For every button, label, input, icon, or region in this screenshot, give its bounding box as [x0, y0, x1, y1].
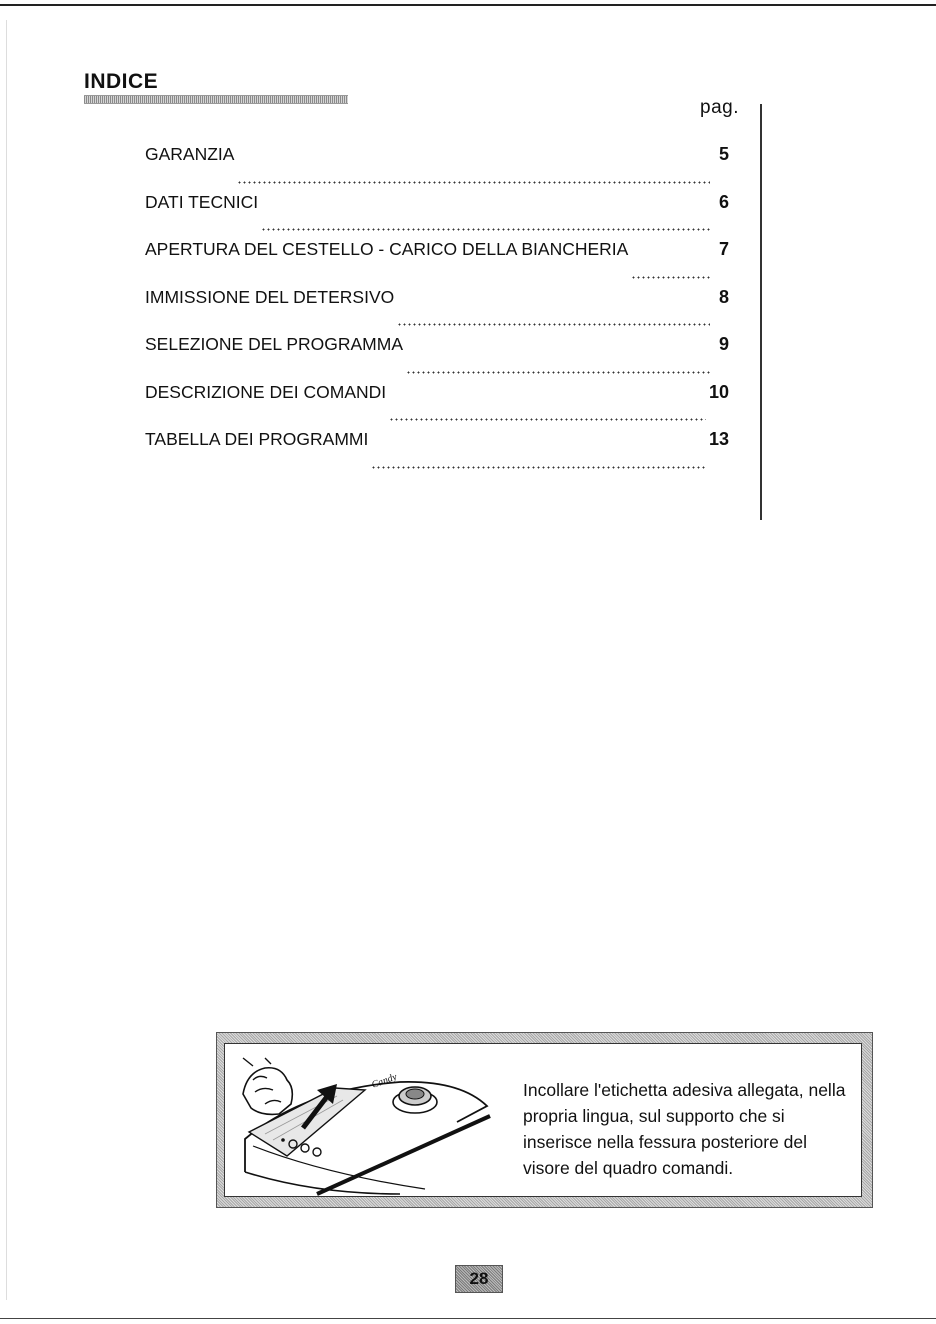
toc-entry-label: SELEZIONE DEL PROGRAMMA	[145, 334, 404, 354]
page-column-divider	[760, 104, 762, 520]
toc-entry-label: GARANZIA	[145, 144, 235, 164]
toc-entry-page: 8	[718, 286, 729, 307]
toc-entry-page: 9	[718, 334, 729, 354]
toc-entry-tabella-programmi[interactable]	[145, 429, 729, 477]
top-rule	[0, 4, 936, 6]
table-of-contents	[145, 144, 729, 477]
toc-leader-dots	[389, 418, 706, 421]
toc-entry-immissione-detersivo[interactable]	[145, 287, 729, 335]
sticker-notice-box	[216, 1032, 873, 1208]
page-title: INDICE	[84, 70, 159, 93]
toc-entry-descrizione-comandi[interactable]	[145, 382, 729, 430]
toc-entry-label: DESCRIZIONE DEI COMANDI	[145, 381, 387, 402]
title-underline-bar	[84, 95, 348, 104]
toc-entry-page: 13	[708, 429, 729, 449]
toc-entry-page: 5	[718, 144, 729, 164]
toc-leader-dots	[397, 323, 710, 326]
sticker-instructions: Incollare l'etichetta adesiva allegata, nella propria lingua, sul supporto che si inserisce nella fessura posteriore del visore del quadro comandi.	[523, 1080, 846, 1178]
toc-leader-dots	[631, 276, 710, 279]
sticker-notice-panel	[224, 1043, 862, 1197]
toc-entry-page: 7	[718, 239, 729, 259]
toc-entry-apertura-cestello[interactable]	[145, 239, 729, 287]
bottom-rule	[0, 1318, 936, 1319]
toc-entry-selezione-programma[interactable]	[145, 334, 729, 382]
toc-entry-page: 10	[708, 381, 729, 402]
toc-entry-label: APERTURA DEL CESTELLO - CARICO DELLA BIANCHERIA	[145, 239, 629, 259]
toc-leader-dots	[237, 181, 710, 184]
page-column-label: pag.	[700, 97, 739, 118]
toc-entry-dati-tecnici[interactable]	[145, 192, 729, 240]
toc-entry-page: 6	[718, 191, 729, 212]
left-edge-line	[6, 20, 7, 1300]
brand-mark: Candy	[370, 1071, 399, 1091]
toc-leader-dots	[406, 371, 710, 374]
toc-entry-label: DATI TECNICI	[145, 191, 259, 212]
toc-entry-label: TABELLA DEI PROGRAMMI	[145, 429, 369, 449]
toc-entry-garanzia[interactable]	[145, 144, 729, 192]
toc-entry-label: IMMISSIONE DEL DETERSIVO	[145, 286, 395, 307]
control-panel-illustration	[225, 1044, 505, 1198]
page-number: 28	[455, 1265, 503, 1293]
toc-leader-dots	[371, 466, 706, 469]
toc-leader-dots	[261, 228, 710, 231]
